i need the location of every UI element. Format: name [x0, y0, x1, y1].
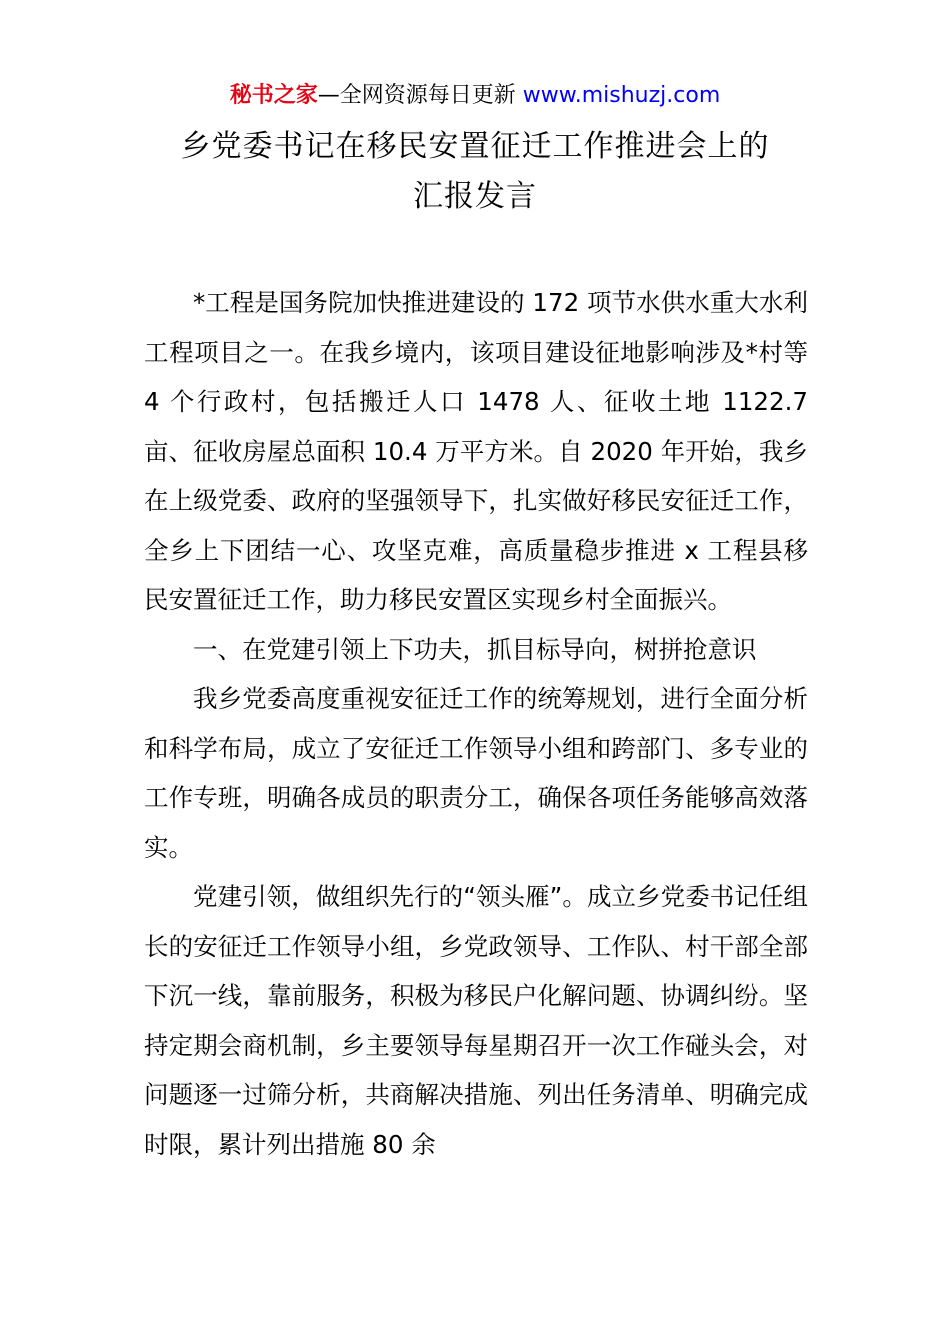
- document-title-line-2: 汇报发言: [413, 179, 537, 214]
- site-brand: 秘书之家: [229, 83, 318, 108]
- document-title-line-1: 乡党委书记在移民安置征迁工作推进会上的: [180, 129, 770, 164]
- site-tagline: —全网资源每日更新: [317, 83, 523, 108]
- paragraph-section-1: 我乡党委高度重视安征迁工作的统筹规划，进行全面分析和科学布局，成立了安征迁工作领导小组和跨部门、多专业的工作专班，明确各成员的职责分工，确保各项任务能够高效落实。: [144, 684, 808, 862]
- site-header: [0, 80, 950, 112]
- document-body: [144, 278, 808, 1169]
- site-url-link[interactable]: www.mishuzj.com: [522, 83, 721, 108]
- paragraph-party-leadership: 党建引领，做组织先行的“领头雁”。成立乡党委书记任组长的安征迁工作领导小组，乡党政领导、工作队、村干部全部下沉一线，靠前服务，积极为移民户化解问题、协调纠纷。坚持定期会商机制，乡主要领导每星期召开一次工作碰头会，对问题逐一过筛分析，共商解决措施、列出任务清单、明确完成时限，累计列出措施 80 余: [144, 882, 808, 1159]
- section-heading-1: 一、在党建引领上下功夫，抓目标导向，树拼抢意识: [193, 634, 757, 664]
- paragraph-intro: *工程是国务院加快推进建设的 172 项节水供水重大水利工程项目之一。在我乡境内，该项目建设征地影响涉及*村等 4 个行政村，包括搬迁人口 1478 人、征收土地 1122.7 亩、征收房屋总面积 10.4 万平方米。自 2020 年开始，我乡在上级党委、政府的坚强领导下，扎实做好移民安征迁工作，全乡上下团结一心、攻坚克难，高质量稳步推进 x 工程县移民安置征迁工作，助力移民安置区实现乡村全面振兴。: [144, 288, 808, 614]
